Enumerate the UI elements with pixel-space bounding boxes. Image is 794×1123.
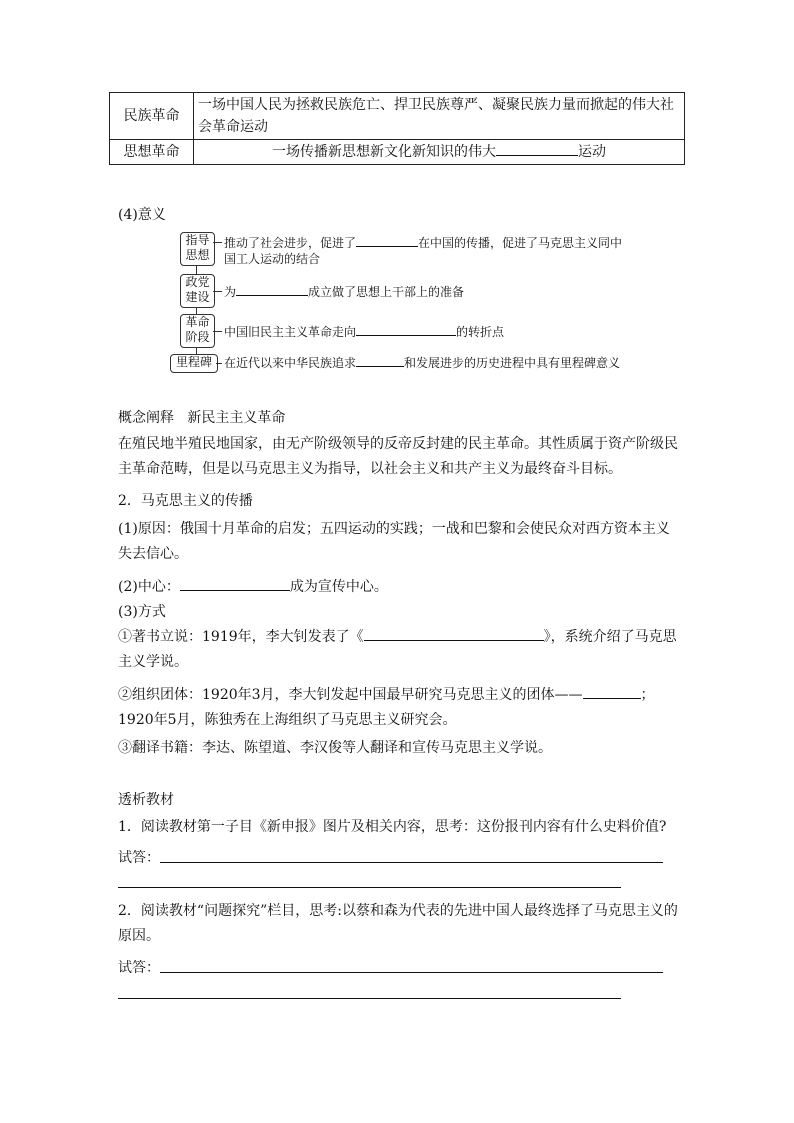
label-box-party bbox=[180, 274, 215, 308]
fill-blank[interactable] bbox=[356, 234, 418, 247]
table-text: 运动 bbox=[578, 144, 606, 160]
methods-heading: (3)方式 bbox=[118, 604, 166, 620]
method-1 bbox=[118, 625, 678, 675]
label-box-milestone bbox=[170, 354, 218, 373]
table-row bbox=[110, 140, 685, 165]
fill-blank[interactable] bbox=[356, 323, 456, 336]
table-text: 一场传播新思想新文化新知识的伟大 bbox=[272, 144, 496, 160]
table-row-head: 民族革命 bbox=[110, 93, 194, 140]
diagram-connector bbox=[213, 242, 222, 243]
table-row-body: 一场中国人民为拯救民族危亡、捍卫民族尊严、凝聚民族力量而掀起的伟大社会革命运动 bbox=[194, 93, 685, 140]
label-text: 政党建设 bbox=[185, 275, 210, 304]
text-part: 》，系统介绍了马克思主义学说。 bbox=[118, 629, 677, 670]
cause-text: (1)原因：俄国十月革命的启发；五四运动的实践；一战和巴黎和会使民众对西方资本主义失去信心。 bbox=[118, 521, 670, 562]
section-heading: 2．马克思主义的传播 bbox=[118, 493, 253, 509]
answer-line[interactable] bbox=[160, 972, 663, 973]
significance-text bbox=[224, 234, 622, 252]
text-part: 为 bbox=[224, 285, 237, 299]
question-1: 1．阅读教材第一子目《新申报》图片及相关内容，思考：这份报刊内容有什么史料价值? bbox=[118, 819, 667, 835]
text-part: 在近代以来中华民族追求 bbox=[224, 356, 357, 370]
text-part: 成立做了思想上干部上的准备 bbox=[308, 285, 465, 299]
text-part: ②组织团体：1920年3月，李大钊发起中国最早研究马克思主义的团体—— bbox=[118, 687, 583, 703]
fill-blank[interactable] bbox=[496, 141, 578, 156]
concept-text: 在殖民地半殖民地国家，由无产阶级领导的反帝反封建的民主革命。其性质属于资产阶级民主革命范畴，但是以马克思主义为指导，以社会主义和共产主义为最终奋斗目标。 bbox=[118, 436, 678, 477]
concept-heading bbox=[118, 408, 285, 428]
text-part: 推动了社会进步，促进了 bbox=[224, 236, 357, 250]
fill-blank[interactable] bbox=[364, 626, 544, 641]
text-part: (2)中心： bbox=[118, 579, 180, 595]
method-3: ③翻译书籍：李达、陈望道、李汉俊等人翻译和宣传马克思主义学说。 bbox=[118, 740, 552, 756]
answer-label: 试答： bbox=[118, 960, 160, 976]
text-part: 的转折点 bbox=[456, 325, 505, 339]
text-part: ①著书立说：1919年，李大钊发表了《 bbox=[118, 629, 364, 645]
diagram-connector bbox=[216, 363, 222, 364]
table-row-head: 思想革命 bbox=[110, 140, 194, 165]
text-part: 成为宣传中心。 bbox=[289, 579, 388, 595]
text-part: ；1920年5月，陈独秀在上海组织了马克思主义研究会。 bbox=[118, 687, 655, 728]
answer-line[interactable] bbox=[118, 998, 621, 999]
method-2 bbox=[118, 683, 678, 733]
diagram-connector bbox=[213, 291, 222, 292]
label-box-guidance bbox=[180, 232, 215, 266]
label-text: 指导思想 bbox=[185, 233, 210, 262]
fill-blank[interactable] bbox=[180, 576, 290, 591]
answer-line[interactable] bbox=[160, 862, 663, 863]
concept-label: 概念阐释 bbox=[118, 410, 174, 426]
significance-text bbox=[224, 323, 504, 341]
label-box-stage bbox=[180, 314, 215, 348]
fill-blank[interactable] bbox=[583, 684, 641, 699]
answer-line[interactable] bbox=[118, 887, 621, 888]
analysis-heading: 透析教材 bbox=[118, 792, 174, 808]
fill-blank[interactable] bbox=[356, 354, 404, 367]
center-line bbox=[118, 576, 388, 597]
significance-text-line2: 国工人运动的结合 bbox=[224, 252, 321, 266]
answer-label: 试答： bbox=[118, 850, 160, 866]
text-part: 在中国的传播，促进了马克思主义同中 bbox=[418, 236, 623, 250]
revolution-table bbox=[109, 92, 685, 165]
significance-text bbox=[224, 283, 464, 301]
question-2: 2．阅读教材“问题探究”栏目，思考:以蔡和森为代表的先进中国人最终选择了马克思主义的原因。 bbox=[118, 903, 678, 944]
fill-blank[interactable] bbox=[236, 283, 308, 296]
concept-term: 新民主主义革命 bbox=[187, 410, 286, 426]
text-part: 和发展进步的历史进程中具有里程碑意义 bbox=[404, 356, 621, 370]
significance-heading: (4)意义 bbox=[118, 207, 166, 223]
table-row bbox=[110, 93, 685, 140]
text-part: 中国旧民主主义革命走向 bbox=[224, 325, 357, 339]
significance-text bbox=[224, 354, 620, 372]
label-text: 革命阶段 bbox=[185, 315, 210, 344]
label-text: 里程碑 bbox=[175, 355, 212, 369]
table-row-body bbox=[194, 140, 685, 165]
diagram-connector bbox=[213, 331, 222, 332]
